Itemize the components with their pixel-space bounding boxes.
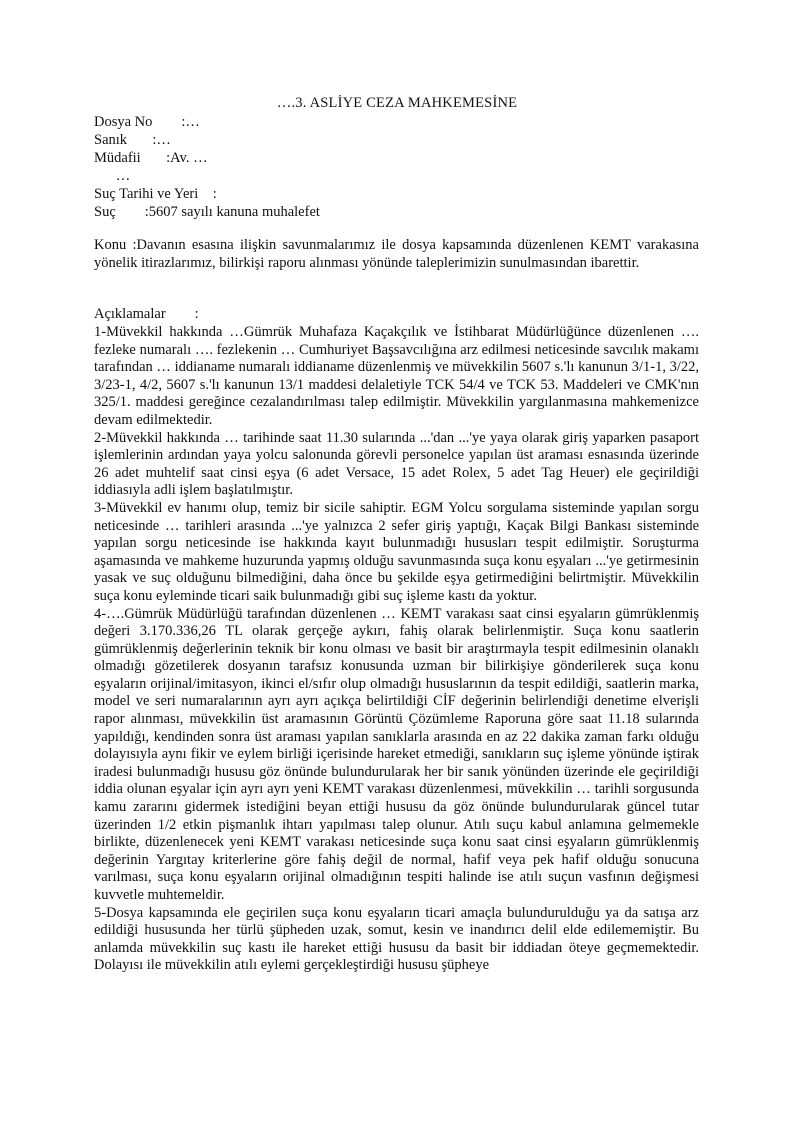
aciklamalar-body [94,324,699,975]
suc-line: Suç :5607 sayılı kanuna muhalefet [94,204,320,220]
paragraph-3: 3-Müvekkil ev hanımı olup, temiz bir sicile sahiptir. EGM Yolcu sorgulama sisteminde yapılan sorgu neticesinde … tarihleri arasında ...'ye yalnızca 2 sefer giriş yaptığı, Kaçak Bilgi Bankası sisteminde yapılan sorgu neticesinde ise hakkında kayıt bulunmadığı hususları tespit edilmiştir. Soruşturma aşamasında ve mahkeme huzurunda yapmış olduğu savunmasında suça konu eşyaları ...'ye getirmesinin yasak ve suç olduğunu bilmediğini, daha önce bu şekilde eşya getirmediğini belirtmiştir. Müvekkilin suça konu eyleminde ticari saik bulunmadığı gibi suç işleme kastı da yoktur. [94,499,699,604]
suc-tarihi-line: Suç Tarihi ve Yeri : [94,186,217,202]
mudafi-line: Müdafii :Av. … [94,150,208,166]
paragraph-2: 2-Müvekkil hakkında … tarihinde saat 11.30 sularında ...'dan ...'ye yaya olarak giriş yaparken pasaport işlemlerinin ardından yaya yolcu salonunda görevli personelce yapılan üst araması esnasında üzerinde 26 adet muhtelif saat cinsi eşya (6 adet Versace, 15 adet Rolex, 5 adet Tag Heuer) ele geçirildiği iddiasıyla adli işlem başlatılmıştır. [94,429,699,499]
paragraph-5: 5-Dosya kapsamında ele geçirilen suça konu eşyaların ticari amaçla bulundurulduğu ya da satışa arz edildiği hususunda her türlü şüpheden uzak, somut, kesin ve inandırıcı delil elde edilememiştir. Bu anlamda müvekkilin suç kastı ile hareket ettiği hususu da basit bir iddiadan öteye geçmemektedir. Dolayısı ile müvekkilin atılı eylemi gerçekleştirdiği hususu şüpheye [94,904,699,974]
konu-section [94,237,699,272]
mudafi-continuation: … [94,168,131,184]
sanik-line: Sanık :… [94,132,171,148]
court-title: ….3. ASLİYE CEZA MAHKEMESİNE [276,95,518,111]
konu-paragraph: Konu :Davanın esasına ilişkin savunmalarımız ile dosya kapsamında düzenlenen KEMT varakasına yönelik itirazlarımız, bilirkişi raporu alınması yönünde taleplerimizin sunulmasından ibarettir. [94,237,699,271]
paragraph-4: 4-….Gümrük Müdürlüğü tarafından düzenlenen … KEMT varakası saat cinsi eşyaların gümrüklenmiş değeri 3.170.336,26 TL olarak gerçeğe aykırı, fahiş olarak belirlenmiştir. Suça konu saatlerin gümrüklenmiş değerlerinin teknik bir konu olması ve basit bir araştırmayla tespit edilmesinin olanaklı olmadığı gözetilerek dosyanın tarafsız konusunda uzman bir bilirkişiye gönderilerek suça konu eşyaların orijinal/imitasyon, ikinci el/sıfır olup olmadığı hususlarının da tespit edildiği, saatlerin marka, model ve seri numaralarının ayrı ayrı açıkça belirtildiği CİF değerinin belirlendiği denetime elverişli rapor alınması, müvekkilin üst aramasının Görüntü Çözümleme Raporuna göre saat 11.18 sularında yapıldığı, kendinden sonra üst araması yapılan sanıklarla arasında en az 22 dakika zaman farkı olduğu dolayısıyla aynı fikir ve eylem birliği içerisinde hareket etmediği, sanıkların suç işleme yönünde iştirak iradesi bulunmadığı hususu göz önünde bulundurularak her bir sanık yönünden üzerinde ele geçirildiği iddia olunan eşyalar için ayrı ayrı yeni KEMT varakası düzenlenmesi, müvekkilin … tarihli sorgusunda kamu zararını gidermek istediğini beyan ettiği hususu da göz önünde bulundurularak güncel tutar üzerinden 1/2 etkin pişmanlık ihtarı yapılması talep olunur. Atılı suçu kabul anlamına gelmemekle birlikte, düzenlenecek yeni KEMT varakası neticesinde suça konu saat cinsi eşyaların gümrüklenmiş değerinin Yargıtay kriterlerine göre fahiş değil de normal, hafif veya pek hafif olduğu sonucuna varılması, suça konu eşyaların orijinal olmadığının tespiti halinde ise atılı suçun vasfının değişmesi kuvvetle muhtemeldir. [94,605,699,903]
dosya-no-line: Dosya No :… [94,114,200,130]
paragraph-1: 1-Müvekkil hakkında …Gümrük Muhafaza Kaçakçılık ve İstihbarat Müdürlüğünce düzenlenen …. fezleke numaralı …. fezlekenin … Cumhuriyet Başsavcılığına arz edilmesi neticesinde savcılık makamı tarafından … iddianame numaralı iddianame düzenlenmiş ve müvekkilin 5607 s.'lı kanunun 3/1-1, 3/22, 3/23-1, 4/2, 5607 s.'lı kanunun 13/1 maddesi delaletiyle TCK 54/4 ve TCK 53. Maddeleri ve CMK'nın 325/1. maddesi gereğince cezalandırılması talep edilmiştir. Müvekkilin yargılanmasına mahkemenizce devam edilmektedir. [94,324,699,428]
aciklamalar-label: Açıklamalar : [94,306,199,322]
